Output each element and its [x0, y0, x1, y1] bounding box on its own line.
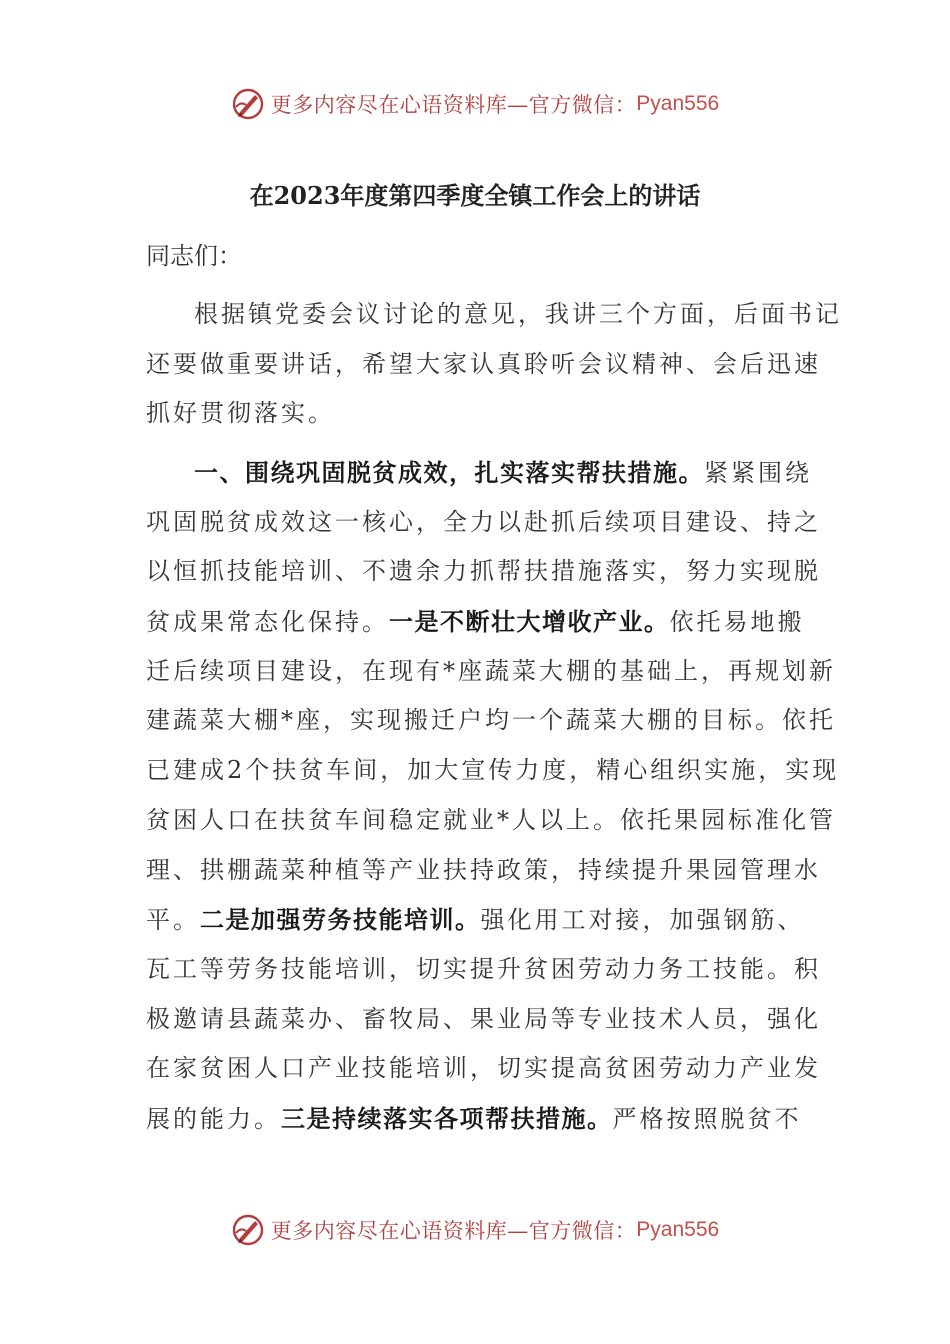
subsection-heading: 一是不断壮大增收产业。 [389, 607, 670, 637]
paragraph-line: 以恒抓技能培训、不遗余力抓帮扶措施落实，努力实现脱 [146, 557, 821, 586]
intro-paragraph [146, 290, 842, 439]
paragraph-line [146, 597, 806, 647]
paragraph-line [146, 895, 806, 945]
paragraph-line: 贫困人口在扶贫车间稳定就业*人以上。依托果园标准化管 [146, 805, 836, 834]
pen-logo-icon [231, 1213, 265, 1247]
text-run: 强化用工对接，加强钢筋、 [480, 906, 805, 935]
paragraph-line [146, 1094, 806, 1144]
paragraph-line: 理、拱棚蔬菜种植等产业扶持政策，持续提升果园管理水 [146, 855, 821, 884]
banner-wechat-id: Pyan556 [636, 92, 720, 115]
footer-banner [0, 1210, 950, 1250]
text-run: 紧紧围绕 [704, 459, 812, 487]
paragraph-line: 抓好贯彻落实。 [146, 399, 335, 428]
paragraph-line: 还要做重要讲话，希望大家认真聆听会议精神、会后迅速 [146, 349, 821, 378]
text-run: 严格按照脱贫不 [612, 1104, 802, 1133]
paragraph-line: 巩固脱贫成效这一核心，全力以赴抓后续项目建设、持之 [146, 507, 821, 536]
pen-logo-icon [231, 87, 265, 121]
text-run: 依托易地搬 [669, 608, 805, 637]
subsection-heading: 三是持续落实各项帮扶措施。 [281, 1103, 613, 1133]
paragraph-line: 在家贫困人口产业技能培训，切实提高贫困劳动力产业发 [146, 1054, 821, 1083]
paragraph-line: 根据镇党委会议讨论的意见，我讲三个方面，后面书记 [194, 300, 842, 328]
text-run: 贫成果常态化保持。 [146, 608, 389, 637]
paragraph-line: 已建成2个扶贫车间，加大宣传力度，精心组织实施，实现 [146, 756, 840, 785]
paragraph-line: 瓦工等劳务技能培训，切实提升贫困劳动力务工技能。积 [146, 954, 821, 983]
document-title: 在2023年度第四季度全镇工作会上的讲话 [249, 181, 701, 210]
paragraph-line: 建蔬菜大棚*座，实现搬迁户均一个蔬菜大棚的目标。依托 [146, 706, 836, 735]
section-heading: 一、围绕巩固脱贫成效，扎实落实帮扶措施。 [194, 458, 704, 487]
section-one-paragraph [146, 448, 840, 1144]
paragraph-line: 迁后续项目建设，在现有*座蔬菜大棚的基础上，再规划新 [146, 656, 836, 685]
paragraph-line [146, 448, 812, 498]
text-run: 展的能力。 [146, 1104, 281, 1133]
banner-wechat-id: Pyan556 [636, 1218, 720, 1241]
banner-text: 更多内容尽在心语资料库—官方微信： [270, 93, 637, 117]
paragraph-line: 极邀请县蔬菜办、畜牧局、果业局等专业技术人员，强化 [146, 1004, 821, 1033]
salutation: 同志们： [146, 242, 242, 270]
banner-text: 更多内容尽在心语资料库—官方微信： [270, 1219, 637, 1243]
subsection-heading: 二是加强劳务技能培训。 [200, 905, 481, 935]
header-banner [0, 84, 950, 124]
text-run: 平。 [146, 906, 200, 935]
